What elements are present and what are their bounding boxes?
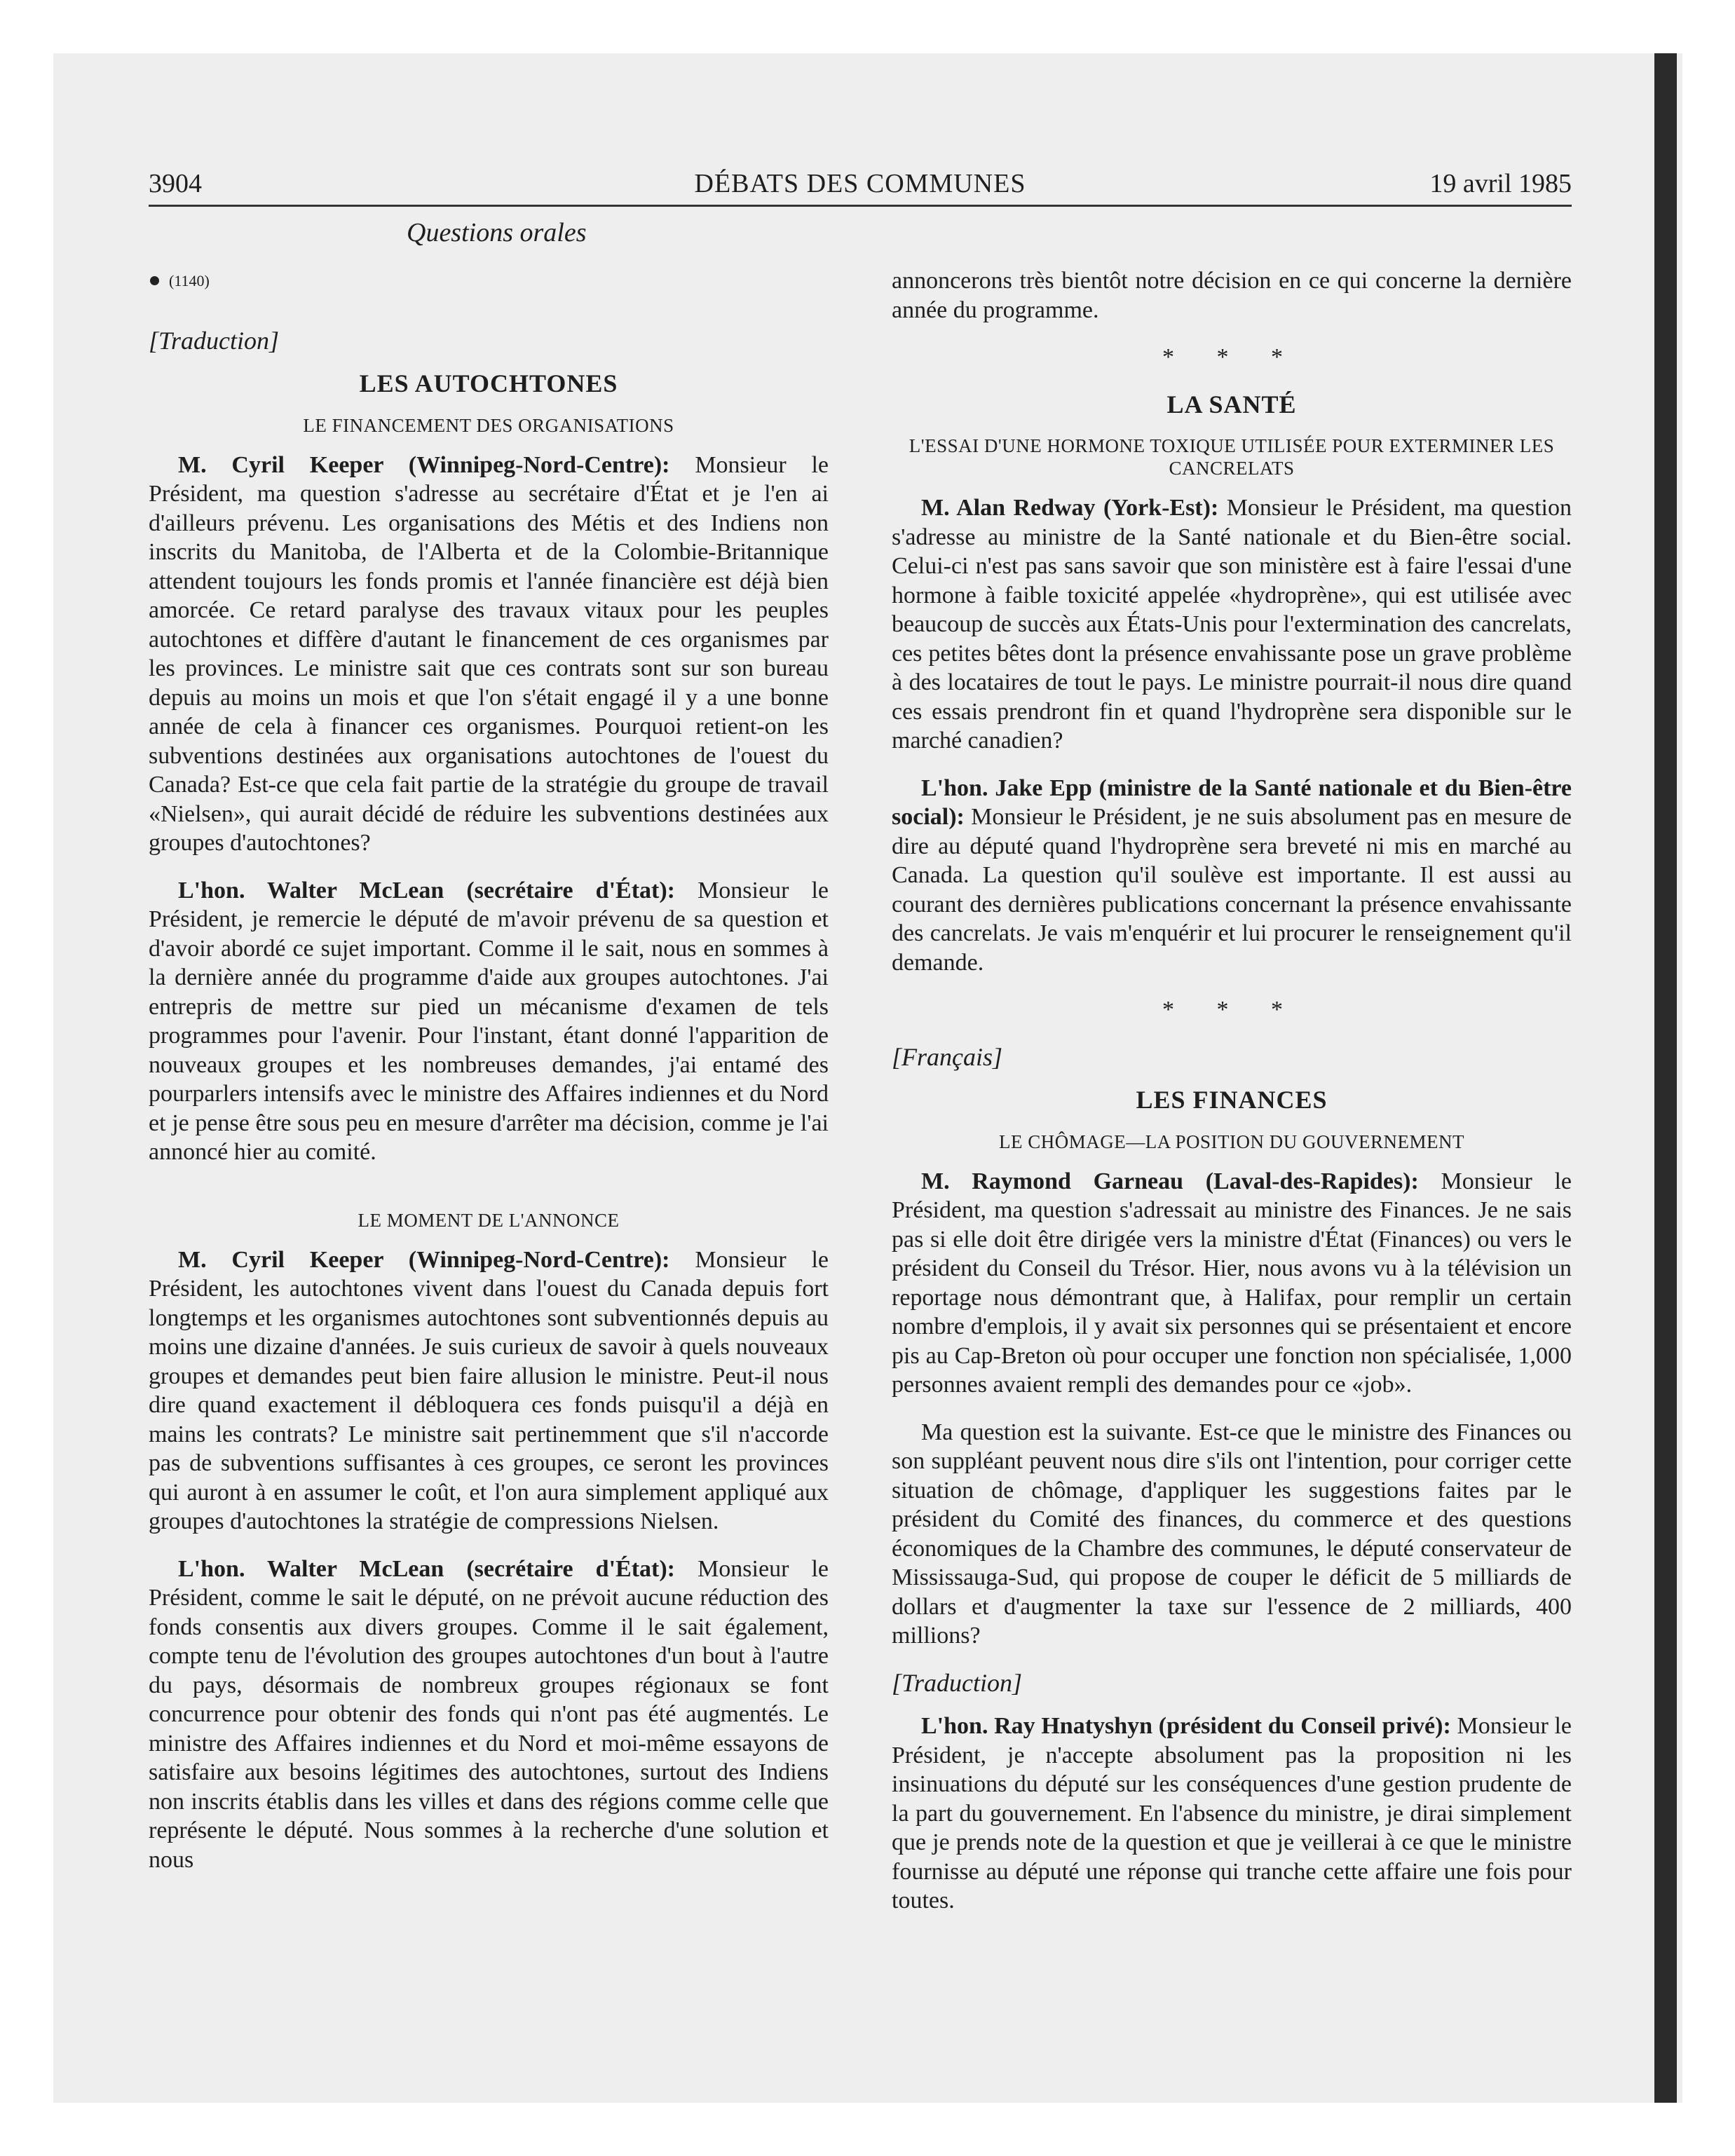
speech-text: Monsieur le Président, ma question s'adresse au ministre de la Santé nationale et du Bien-être social. Celui-ci n'est pas sans savoir que son ministère est à faire l'essai d'une hormone à faible toxicité appelée «hydroprène», qui est utilisée avec beaucoup de succès aux États-Unis pour l'extermination des cancrelats, ces petites bêtes dont la présence envahissante pose un grave problème à des locataires de tout le pays. Le ministre pourrait-il nous dire quand ces essais prendront fin et quand l'hydroprène sera disponible sur le marché canadien? bbox=[892, 495, 1572, 753]
section-separator: * * * bbox=[1162, 344, 1301, 370]
speech-paragraph bbox=[892, 774, 1572, 978]
speaker-name: M. Raymond Garneau (Laval-des-Rapides): bbox=[921, 1168, 1419, 1194]
speaker-name: L'hon. Ray Hnatyshyn (président du Conseil privé): bbox=[921, 1713, 1451, 1739]
speech-paragraph bbox=[149, 1246, 829, 1536]
subsection-heading: LE CHÔMAGE—LA POSITION DU GOUVERNEMENT bbox=[999, 1131, 1464, 1152]
speech-text: Monsieur le Président, je ne suis absolument pas en mesure de dire au député quand l'hydroprène sera breveté ni mis en marché au Canada. La question qu'il soulève est importante. Il est aussi au courant des dernières publications concernant la présence envahissante des cancrelats. Je vais m'enquérir et lui procurer le renseignement qu'il demande. bbox=[892, 804, 1572, 976]
time-marker bbox=[150, 266, 829, 296]
speech-paragraph bbox=[892, 493, 1572, 756]
section-heading: LA SANTÉ bbox=[1166, 390, 1297, 418]
page-header bbox=[149, 168, 1572, 207]
speech-text: Monsieur le Président, je remercie le député de m'avoir prévenu de sa question et d'avoir abordé ce sujet important. Comme il le sait, nous en sommes à la dernière année du programme d'aide aux groupes autochtones. J'ai entrepris de mettre sur pied un mécanisme d'examen de tels programmes pour l'avenir. Pour l'instant, étant donné l'apparition de nouveaux groupes et les nombreuses demandes, j'ai entamé des pourparlers intensifs avec le ministre des Affaires indiennes et du Nord et je pense être sous peu en mesure d'arrêter ma décision, comme je l'ai annoncé hier au comité. bbox=[149, 877, 829, 1165]
speech-paragraph bbox=[149, 876, 829, 1167]
language-note: [Français] bbox=[892, 1042, 1003, 1071]
speech-paragraph bbox=[892, 1712, 1572, 1916]
section-separator: * * * bbox=[1162, 997, 1301, 1023]
speech-paragraph bbox=[149, 1555, 829, 1875]
scan-edge-shadow bbox=[1654, 53, 1677, 2103]
speech-text: Monsieur le Président, je n'accepte absolument pas la proposition ni les insinuations du député sur les conséquences d'une gestion prudente de la part du gouvernement. En l'absence du ministre, je dirai simplement que je prends note de la question et que je veillerai à ce que le ministre fournisse au député une réponse qui tranche cette affaire une fois pour toutes. bbox=[892, 1713, 1572, 1913]
speaker-name: L'hon. Jake Epp (ministre de la Santé nationale et du Bien-être social): bbox=[892, 775, 1572, 830]
bullet-icon bbox=[150, 276, 159, 285]
section-heading: LES FINANCES bbox=[1136, 1086, 1328, 1114]
time-marker-text: (1140) bbox=[169, 272, 210, 289]
speech-paragraph: Ma question est la suivante. Est-ce que le ministre des Finances ou son suppléant peuvent nous dire s'ils ont l'intention, pour corriger cette situation de chômage, d'appliquer les suggestions faites par le président du Comité des finances, du commerce et des questions économiques de la Chambre des communes, le député conservateur de Mississauga-Sud, qui propose de couper le déficit de 5 milliards de dollars et d'augmenter la taxe sur l'essence de 2 milliards, 400 millions? bbox=[892, 1419, 1572, 1649]
speech-text: Monsieur le Président, les autochtones vivent dans l'ouest du Canada depuis fort longtemps et les organismes autochtones sont subventionnés depuis au moins une dizaine d'années. Je suis curieux de savoir à quels nouveaux groupes et demandes peut bien faire allusion le ministre. Peut-il nous dire quand exactement il débloquera ces fonds puisqu'il a déjà en mains les contrats? Le ministre sait pertinemment que s'il n'accorde pas de subventions suffisantes à ces groupes, ce seront les provinces qui auront à en assumer le coût, et l'on aura simplement appliqué aux groupes d'autochtones la stratégie de compressions Nielsen. bbox=[149, 1246, 829, 1534]
publication-title: DÉBATS DES COMMUNES bbox=[694, 169, 1026, 198]
section-heading: LES AUTOCHTONES bbox=[359, 369, 618, 397]
subsection-heading: LE FINANCEMENT DES ORGANISATIONS bbox=[303, 414, 674, 436]
continued-paragraph: annoncerons très bientôt notre décision en ce qui concerne la dernière année du programme. bbox=[892, 268, 1572, 323]
speaker-name: L'hon. Walter McLean (secrétaire d'État): bbox=[178, 877, 675, 903]
right-column bbox=[892, 266, 1572, 1934]
page-date: 19 avril 1985 bbox=[1429, 169, 1572, 198]
speech-paragraph bbox=[892, 1167, 1572, 1400]
subsection-heading: LE MOMENT DE L'ANNONCE bbox=[358, 1209, 620, 1231]
speech-text: Monsieur le Président, comme le sait le député, on ne prévoit aucune réduction des fonds consentis aux divers groupes. Comme il le sait également, compte tenu de l'évolution des groupes autochtones d'un bout à l'autre du pays, désormais de nombreux groupes régionaux se font concurrence pour obtenir des fonds qui n'ont pas été augmentés. Le ministre des Affaires indiennes et du Nord et moi-même essayons de satisfaire aux besoins légitimes des autochtones, surtout des Indiens non inscrits établis dans les villes et dans des régions comme celle que représente le député. Nous sommes à la recherche d'une solution et nous bbox=[149, 1555, 829, 1873]
speaker-name: L'hon. Walter McLean (secrétaire d'État): bbox=[178, 1555, 675, 1582]
subsection-heading: L'ESSAI D'UNE HORMONE TOXIQUE UTILISÉE POUR EXTERMINER LES CANCRELATS bbox=[909, 435, 1555, 479]
language-note: [Traduction] bbox=[149, 326, 280, 355]
left-column bbox=[149, 261, 829, 1892]
language-note: [Traduction] bbox=[892, 1668, 1023, 1697]
speech-text: Monsieur le Président, ma question s'adressait au ministre des Finances. Je ne sais pas si elle doit être dirigée vers la ministre d'État (Finances) ou vers le président du Conseil du Trésor. Hier, nous avons vu à la télévision un reportage nous démontrant que, à Halifax, pour remplir un certain nombre d'emplois, il y avait six personnes qui se présentaient et encore pis au Cap-Breton où pour occuper une fonction non spécialisée, 1,000 personnes avaient rempli des demandes pour ce «job». bbox=[892, 1168, 1572, 1398]
running-head: Questions orales bbox=[407, 218, 587, 247]
speaker-name: M. Alan Redway (York-Est): bbox=[921, 495, 1219, 521]
speech-text: Monsieur le Président, ma question s'adresse au secrétaire d'État et je l'en ai d'ailleurs prévenu. Les organisations des Métis et des Indiens non inscrits du Manitoba, de l'Alberta et de la Colombie-Britannique attendent toujours les fonds promis et l'année financière est déjà bien amorcée. Ce retard paralyse des travaux vitaux pour les peuples autochtones et diffère d'autant le financement de ces organismes par les provinces. Le ministre sait que ces contrats sont sur son bureau depuis au moins un mois et que l'on s'était engagé il y a une bonne année de cela à financer ces organismes. Pourquoi retient-on les subventions destinées aux organisations autochtones de l'ouest du Canada? Est-ce que cela fait partie de la stratégie du groupe de travail «Nielsen», qui aurait décidé de réduire les subventions destinées aux groupes d'autochtones? bbox=[149, 451, 829, 856]
speech-paragraph bbox=[149, 451, 829, 858]
page-number: 3904 bbox=[149, 169, 202, 198]
speaker-name: M. Cyril Keeper (Winnipeg-Nord-Centre): bbox=[178, 1246, 670, 1273]
speaker-name: M. Cyril Keeper (Winnipeg-Nord-Centre): bbox=[178, 451, 670, 478]
